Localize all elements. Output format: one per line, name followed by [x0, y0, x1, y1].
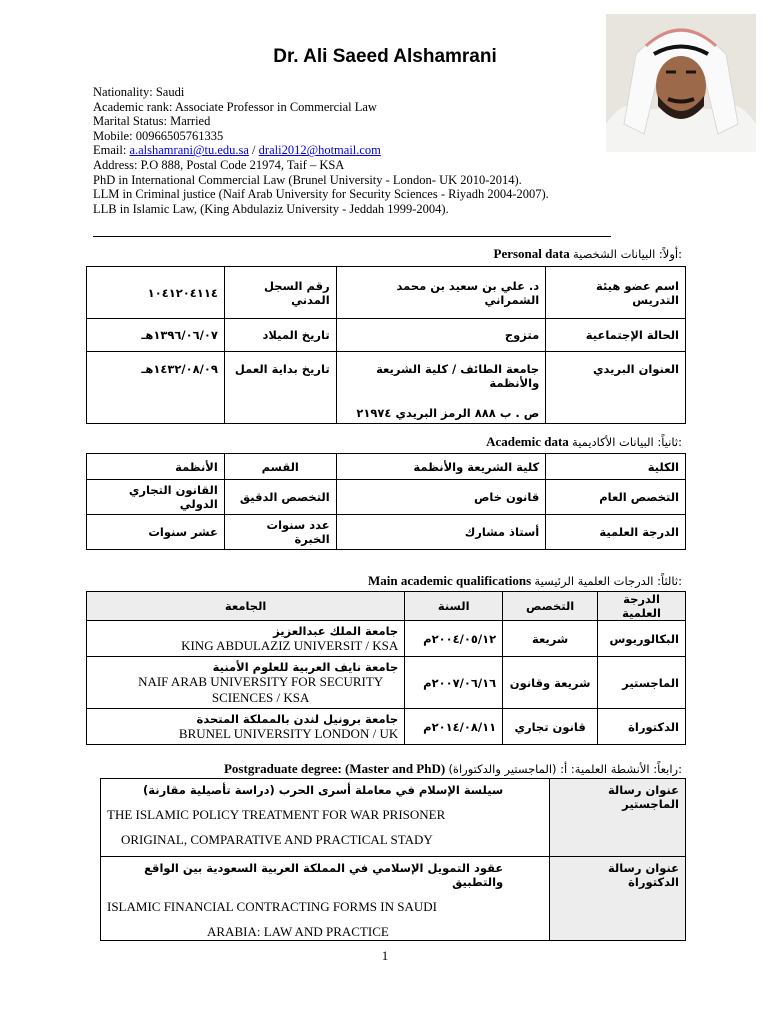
- email-link-primary[interactable]: a.alshamrani@tu.edu.sa: [129, 143, 249, 158]
- phd-line: PhD in International Commercial Law (Brunel University - London- UK 2010-2014).: [93, 172, 522, 187]
- contact-info: [93, 85, 549, 216]
- address: Address: P.O 888, Postal Code 21974, Taif – KSA: [93, 157, 345, 172]
- table-row: الدكتوراة قانون تجاري ٢٠١٤/٠٨/١١م جامعة برونيل لندن بالمملكة المتحدة BRUNEL UNIVERSITY LONDON / UK: [87, 709, 686, 745]
- llm-line: LLM in Criminal justice (Naif Arab University for Security Sciences - Riyadh 2004-2007).: [93, 187, 549, 202]
- personal-data-table: [86, 266, 686, 424]
- qualifications-table: [86, 591, 686, 745]
- marital-status: Marital Status: Married: [93, 114, 211, 129]
- divider: [93, 236, 611, 237]
- table-header-row: الدرجة العلمية التخصص السنة الجامعة: [87, 592, 686, 621]
- table-row: اسم عضو هيئة التدريس د. علي بن سعيد بن محمد الشمراني رقم السجل المدني ١٠٤١٢٠٤١١٤: [87, 267, 686, 319]
- postgraduate-table: [100, 778, 686, 941]
- academic-data-heading: Academic data ثانياً: البيانات الأكاديمية:: [486, 434, 682, 449]
- personal-data-heading: Personal data أولاً: البيانات الشخصية:: [493, 246, 682, 261]
- table-row: الكلية كلية الشريعة والأنظمة القسم الأنظمة: [87, 454, 686, 480]
- email-link-secondary[interactable]: drali2012@hotmail.com: [258, 143, 381, 158]
- table-row: البكالوريوس شريعة ٢٠٠٤/٠٥/١٢م جامعة الملك عبدالعزيز KING ABDULAZIZ UNIVERSIT / KSA: [87, 621, 686, 657]
- academic-data-table: [86, 453, 686, 550]
- academic-rank: Academic rank: Associate Professor in Commercial Law: [93, 99, 377, 114]
- nationality: Nationality: Saudi: [93, 85, 185, 99]
- page-number: 1: [381, 948, 389, 963]
- llb-line: LLB in Islamic Law, (King Abdulaziz University - Jeddah 1999-2004).: [93, 201, 449, 216]
- table-row: الماجستير شريعة وقانون ٢٠٠٧/٠٦/١٦م جامعة نايف العربية للعلوم الأمنية NAIF ARAB UNIVERSITY FOR SECURITY SCIENCES / KSA: [87, 657, 686, 709]
- portrait-photo: [606, 14, 756, 152]
- mobile: Mobile: 00966505761335: [93, 128, 224, 143]
- page-title: Dr. Ali Saeed Alshamrani: [273, 46, 497, 67]
- table-row: الدرجة العلمية أستاذ مشارك عدد سنوات الخبرة عشر سنوات: [87, 515, 686, 550]
- table-row: التخصص العام قانون خاص التخصص الدقيق القانون التجاري الدولي: [87, 480, 686, 515]
- postgraduate-heading: Postgraduate degree: (Master and PhD) رابعاً: الأنشطة العلمية: أ: (الماجستير والدكتوراة):: [223, 761, 682, 776]
- table-row: عنوان رسالة الماجستير سيلسة الإسلام في معاملة أسرى الحرب (دراسة تأصيلية مقارنة) THE ISLAMIC POLICY TREATMENT FOR WAR PRISONER ORIGINAL, COMPARATIVE AND PRACTICAL STADY: [101, 779, 686, 857]
- table-row: عنوان رسالة الدكتوراة عقود التمويل الإسلامي في المملكة العربية السعودية بين الواقع والتطبيق ISLAMIC FINANCIAL CONTRACTING FORMS IN SAUDI ARABIA: LAW AND PRACTICE: [101, 857, 686, 941]
- qualifications-heading: Main academic qualifications ثالثاً: الدرجات العلمية الرئيسية:: [367, 573, 682, 588]
- email-line: Email: a.alshamrani@tu.edu.sa / drali2012@hotmail.com: [93, 143, 381, 158]
- table-row: الحالة الإجتماعية متزوج تاريخ الميلاد ١٣٩٦/٠٦/٠٧هـ: [87, 319, 686, 352]
- table-row: العنوان البريدي جامعة الطائف / كلية الشريعة والأنظمة ص . ب ٨٨٨ الرمز البريدي ٢١٩٧٤ تاريخ بداية العمل ١٤٣٢/٠٨/٠٩هـ: [87, 352, 686, 424]
